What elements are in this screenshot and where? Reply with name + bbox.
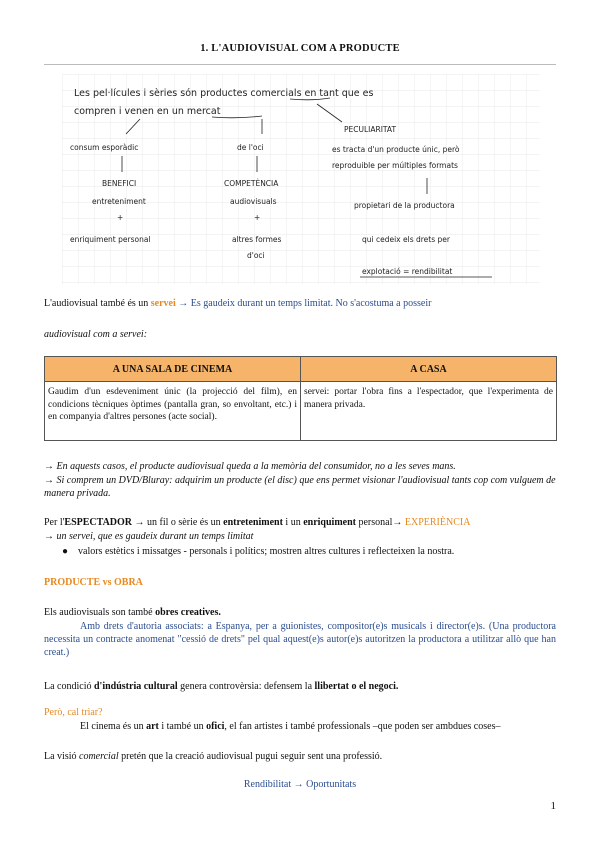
- paragraph-servei: L'audiovisual també és un servei → Es gaudeix durant un temps limitat. No s'acostuma a posseir: [44, 298, 432, 309]
- question-pero: Però, cal triar?: [44, 707, 103, 718]
- note-oci: de l'oci: [237, 143, 264, 152]
- paragraph-espectador: Per l'ESPECTADOR → un fil o sèrie és un entreteniment i un enriquiment personal→ EXPERIÈNCIA: [44, 517, 471, 528]
- note-tracta: es tracta d'un producte únic, però: [332, 145, 460, 154]
- note-competencia: COMPETÈNCIA: [224, 179, 279, 188]
- table-cell-cinema: Gaudim d'un esdeveniment únic (la projecció del film), en condicions tècniques òptimes (pantalla gran, so envoltant, etc.) i en companyia d'altres persones (acte social).: [45, 382, 301, 441]
- table-cell-casa: servei: portar l'obra fins a l'espectador, que l'experimenta de manera privada.: [301, 382, 557, 441]
- note-audiovisuals: audiovisuals: [230, 197, 277, 206]
- paragraph-visio: La visió comercial pretén que la creació audiovisual pugui seguir sent una professió.: [44, 751, 383, 762]
- servei-highlight: servei: [150, 298, 176, 309]
- paragraph-obres: Els audiovisuals son també obres creatives.: [44, 607, 221, 618]
- bullet-valors: ● valors estètics i missatges - personals i polítics; mostren altres cultures i reflecteixen la nostra.: [62, 546, 455, 557]
- note-entreteniment: entreteniment: [92, 197, 146, 206]
- paragraph-cinema: El cinema és un art i també un ofici, el fan artistes i també professionals –que poden ser ambdues coses–: [80, 721, 501, 732]
- notes-line-2: compren i venen en un mercat: [74, 106, 221, 117]
- note-consum: consum esporàdic: [70, 143, 139, 152]
- handwritten-notes: [62, 74, 540, 284]
- note-plus-1: +: [117, 213, 124, 222]
- note-cedeix: qui cedeix els drets per: [362, 235, 450, 244]
- page-number: 1: [550, 800, 556, 812]
- table-header-cinema: A UNA SALA DE CINEMA: [45, 357, 301, 382]
- note-enriquiment: enriquiment personal: [70, 235, 151, 244]
- experiencia-highlight: EXPERIÈNCIA: [404, 517, 471, 528]
- note-reproduible: reproduible per múltiples formats: [332, 161, 458, 170]
- note-doci: d'oci: [247, 251, 265, 260]
- note-peculiaritat: PECULIARITAT: [344, 125, 397, 134]
- comparison-table: [44, 356, 557, 441]
- table-row: [45, 382, 557, 441]
- paragraph-audiovisual-servei: audiovisual com a servei:: [44, 329, 148, 340]
- page-title: 1. L'AUDIOVISUAL COM A PRODUCTE: [200, 43, 400, 54]
- note-benefici: BENEFICI: [102, 179, 137, 188]
- bullet-icon: ●: [62, 546, 69, 557]
- note-plus-2: +: [254, 213, 261, 222]
- table-header-row: [45, 357, 557, 382]
- note-dvd: → Si comprem un DVD/Bluray: adquirim un producte (el disc) que ens permet visionar l'audiovisual tants cop com vulguem de manera privada.: [44, 475, 556, 499]
- rendibilitat-oportunitats: Rendibilitat → Oportunitats: [243, 779, 357, 790]
- note-explotacio: explotació = rendibilitat: [362, 267, 453, 276]
- note-altres: altres formes: [232, 235, 282, 244]
- paragraph-drets: Amb drets d'autoria associats: a Espanya, per a guionistes, compositor(e)s musicals i director(e)s. (Una productora necessita un contracte anomenat "cessió de drets" pel qual aquest(e)s autor(e)s autoritzen la productora a utilitzar allò que han creat.): [44, 621, 556, 658]
- note-memoria: → En aquests casos, el producte audiovisual queda a la memòria del consumidor, no a les seves mans.: [44, 461, 456, 472]
- servei-temps-limitat: → un servei, que es gaudeix durant un temps limitat: [44, 531, 254, 542]
- note-propietari: propietari de la productora: [354, 201, 455, 210]
- title-divider: [44, 64, 556, 65]
- table-header-casa: A CASA: [301, 357, 557, 382]
- heading-producte-obra: PRODUCTE vs OBRA: [44, 577, 143, 588]
- notes-line-1: Les pel·lícules i sèries són productes comercials en tant que es: [74, 88, 374, 99]
- paragraph-industria: La condició d'indústria cultural genera controvèrsia: defensem la llibertat o el negoci.: [44, 681, 399, 692]
